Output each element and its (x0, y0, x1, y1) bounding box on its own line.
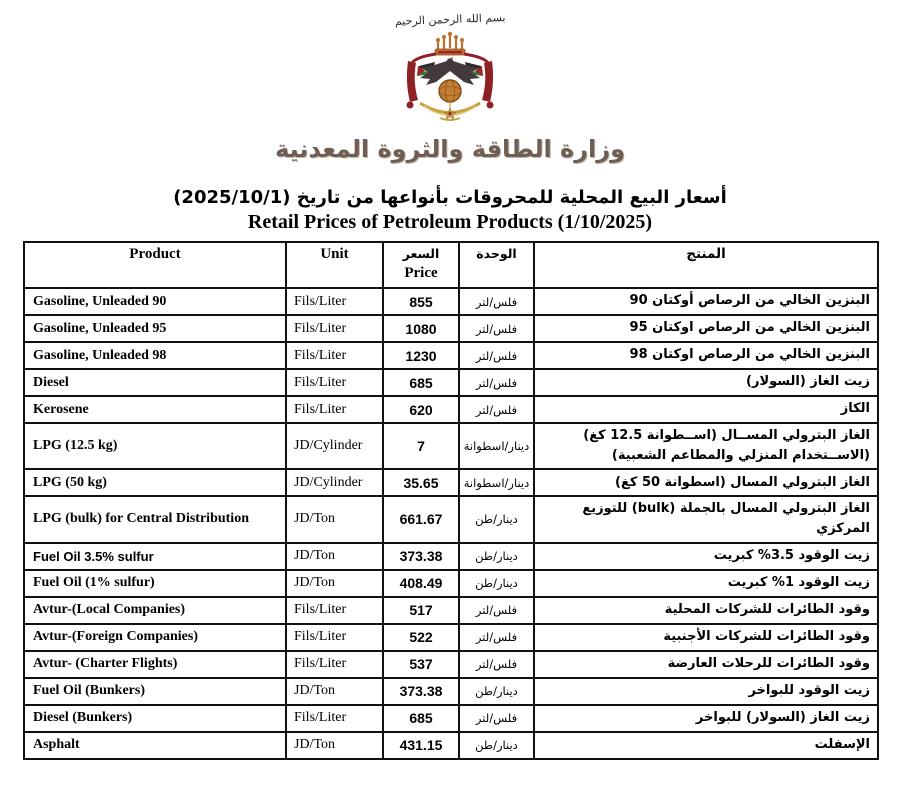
unit-ar: فلس/لتر (459, 651, 534, 678)
table-row (24, 369, 878, 396)
product-name-ar: وقود الطائرات للشركات المحلية (534, 597, 878, 624)
product-name-en: Avtur-(Foreign Companies) (24, 624, 286, 651)
product-name-ar: الكاز (534, 396, 878, 423)
table-row (24, 469, 878, 496)
unit-ar: فلس/لتر (459, 315, 534, 342)
product-name-ar: البنزين الخالي من الرصاص اوكتان 95 (534, 315, 878, 342)
unit-ar: فلس/لتر (459, 369, 534, 396)
product-name-en: LPG (bulk) for Central Distribution (24, 496, 286, 542)
col-header-product-en: Product (24, 242, 286, 288)
unit-ar: فلس/لتر (459, 624, 534, 651)
bismillah-calligraphy: بسم الله الرحمن الرحيم (394, 11, 506, 28)
table-row (24, 396, 878, 423)
table-row (24, 732, 878, 759)
price-value: 373.38 (383, 543, 459, 570)
table-row (24, 543, 878, 570)
product-name-en: Asphalt (24, 732, 286, 759)
unit-ar: فلس/لتر (459, 705, 534, 732)
unit-en: JD/Cylinder (286, 423, 383, 469)
crown-icon (435, 32, 465, 55)
price-table-header (24, 242, 878, 288)
product-name-en: Fuel Oil (Bunkers) (24, 678, 286, 705)
product-name-en: Gasoline, Unleaded 98 (24, 342, 286, 369)
unit-en: Fils/Liter (286, 369, 383, 396)
price-table (23, 241, 879, 760)
jordan-coat-of-arms (394, 30, 506, 128)
product-name-ar: وقود الطائرات للشركات الأجنبية (534, 624, 878, 651)
unit-en: Fils/Liter (286, 315, 383, 342)
price-value: 537 (383, 651, 459, 678)
product-name-en: Avtur-(Local Companies) (24, 597, 286, 624)
table-row (24, 288, 878, 315)
product-name-en: Avtur- (Charter Flights) (24, 651, 286, 678)
product-name-en: Kerosene (24, 396, 286, 423)
document-title-english: Retail Prices of Petroleum Products (1/10/2025) (247, 211, 653, 233)
product-name-ar: الغاز البترولي المســال (اســطوانة 12.5 كغ) (الاســتخدام المنزلي والمطاعم الشعبية) (534, 423, 878, 469)
unit-ar: فلس/لتر (459, 342, 534, 369)
unit-en: JD/Ton (286, 570, 383, 597)
price-value: 408.49 (383, 570, 459, 597)
unit-ar: دينار/طن (459, 543, 534, 570)
document-title-arabic: أسعار البيع المحلية للمحروقات بأنواعها من تاريخ (2025/10/1) (173, 187, 727, 208)
table-row (24, 342, 878, 369)
product-name-en: Fuel Oil 3.5% sulfur (24, 543, 286, 570)
price-value: 855 (383, 288, 459, 315)
table-row (24, 597, 878, 624)
price-value: 431.15 (383, 732, 459, 759)
unit-en: JD/Cylinder (286, 469, 383, 496)
table-row (24, 570, 878, 597)
medal-star-icon (444, 102, 456, 119)
unit-en: JD/Ton (286, 543, 383, 570)
table-row (24, 651, 878, 678)
price-value: 517 (383, 597, 459, 624)
product-name-ar: البنزين الخالي من الرصاص اوكتان 98 (534, 342, 878, 369)
product-name-en: Fuel Oil (1% sulfur) (24, 570, 286, 597)
unit-en: JD/Ton (286, 678, 383, 705)
price-value: 685 (383, 369, 459, 396)
price-value: 661.67 (383, 496, 459, 542)
product-name-en: Diesel (Bunkers) (24, 705, 286, 732)
table-row (24, 496, 878, 542)
unit-en: Fils/Liter (286, 288, 383, 315)
price-value: 522 (383, 624, 459, 651)
product-name-en: Gasoline, Unleaded 90 (24, 288, 286, 315)
ministry-name-calligraphy: وزارة الطاقة والثروة المعدنية (275, 135, 625, 163)
unit-en: JD/Ton (286, 732, 383, 759)
unit-ar: دينار/اسطوانة (459, 469, 534, 496)
price-value: 1080 (383, 315, 459, 342)
product-name-ar: زيت الوقود للبواخر (534, 678, 878, 705)
unit-ar: فلس/لتر (459, 288, 534, 315)
unit-ar: دينار/طن (459, 496, 534, 542)
product-name-ar: زيت الوقود 3.5% كبريت (534, 543, 878, 570)
product-name-ar: زيت الغاز (السولار) (534, 369, 878, 396)
product-name-en: Diesel (24, 369, 286, 396)
col-header-product-ar: المنتج (534, 242, 878, 288)
product-name-ar: زيت الوقود 1% كبريت (534, 570, 878, 597)
unit-en: Fils/Liter (286, 624, 383, 651)
price-value: 1230 (383, 342, 459, 369)
col-header-unit-en: Unit (286, 242, 383, 288)
unit-en: Fils/Liter (286, 597, 383, 624)
price-value: 373.38 (383, 678, 459, 705)
table-row (24, 705, 878, 732)
unit-ar: دينار/طن (459, 678, 534, 705)
product-name-en: LPG (12.5 kg) (24, 423, 286, 469)
unit-en: Fils/Liter (286, 396, 383, 423)
product-name-ar: البنزين الخالي من الرصاص أوكتان 90 (534, 288, 878, 315)
unit-ar: فلس/لتر (459, 597, 534, 624)
price-value: 7 (383, 423, 459, 469)
product-name-ar: الغاز البترولي المسال بالجملة (bulk) للتوزيع المركزي (534, 496, 878, 542)
price-value: 35.65 (383, 469, 459, 496)
table-row (24, 315, 878, 342)
emblem-container (0, 30, 900, 133)
product-name-ar: الإسفلت (534, 732, 878, 759)
col-header-price-en: Price (404, 265, 438, 281)
table-row (24, 423, 878, 469)
col-header-price-ar: السعر (402, 246, 440, 261)
price-value: 620 (383, 396, 459, 423)
price-value: 685 (383, 705, 459, 732)
product-name-ar: زيت الغاز (السولار) للبواخر (534, 705, 878, 732)
header-row (24, 242, 878, 288)
product-name-ar: وقود الطائرات للرحلات العارضة (534, 651, 878, 678)
unit-ar: دينار/اسطوانة (459, 423, 534, 469)
product-name-en: Gasoline, Unleaded 95 (24, 315, 286, 342)
unit-ar: دينار/طن (459, 732, 534, 759)
unit-en: Fils/Liter (286, 705, 383, 732)
table-row (24, 624, 878, 651)
price-table-body (24, 288, 878, 759)
table-row (24, 678, 878, 705)
col-header-price (383, 242, 459, 288)
product-name-en: LPG (50 kg) (24, 469, 286, 496)
product-name-ar: الغاز البترولي المسال (اسطوانة 50 كغ) (534, 469, 878, 496)
unit-en: Fils/Liter (286, 651, 383, 678)
globe-icon (439, 80, 461, 102)
unit-ar: فلس/لتر (459, 396, 534, 423)
col-header-unit-ar: الوحدة (459, 242, 534, 288)
unit-en: JD/Ton (286, 496, 383, 542)
unit-ar: دينار/طن (459, 570, 534, 597)
unit-en: Fils/Liter (286, 342, 383, 369)
